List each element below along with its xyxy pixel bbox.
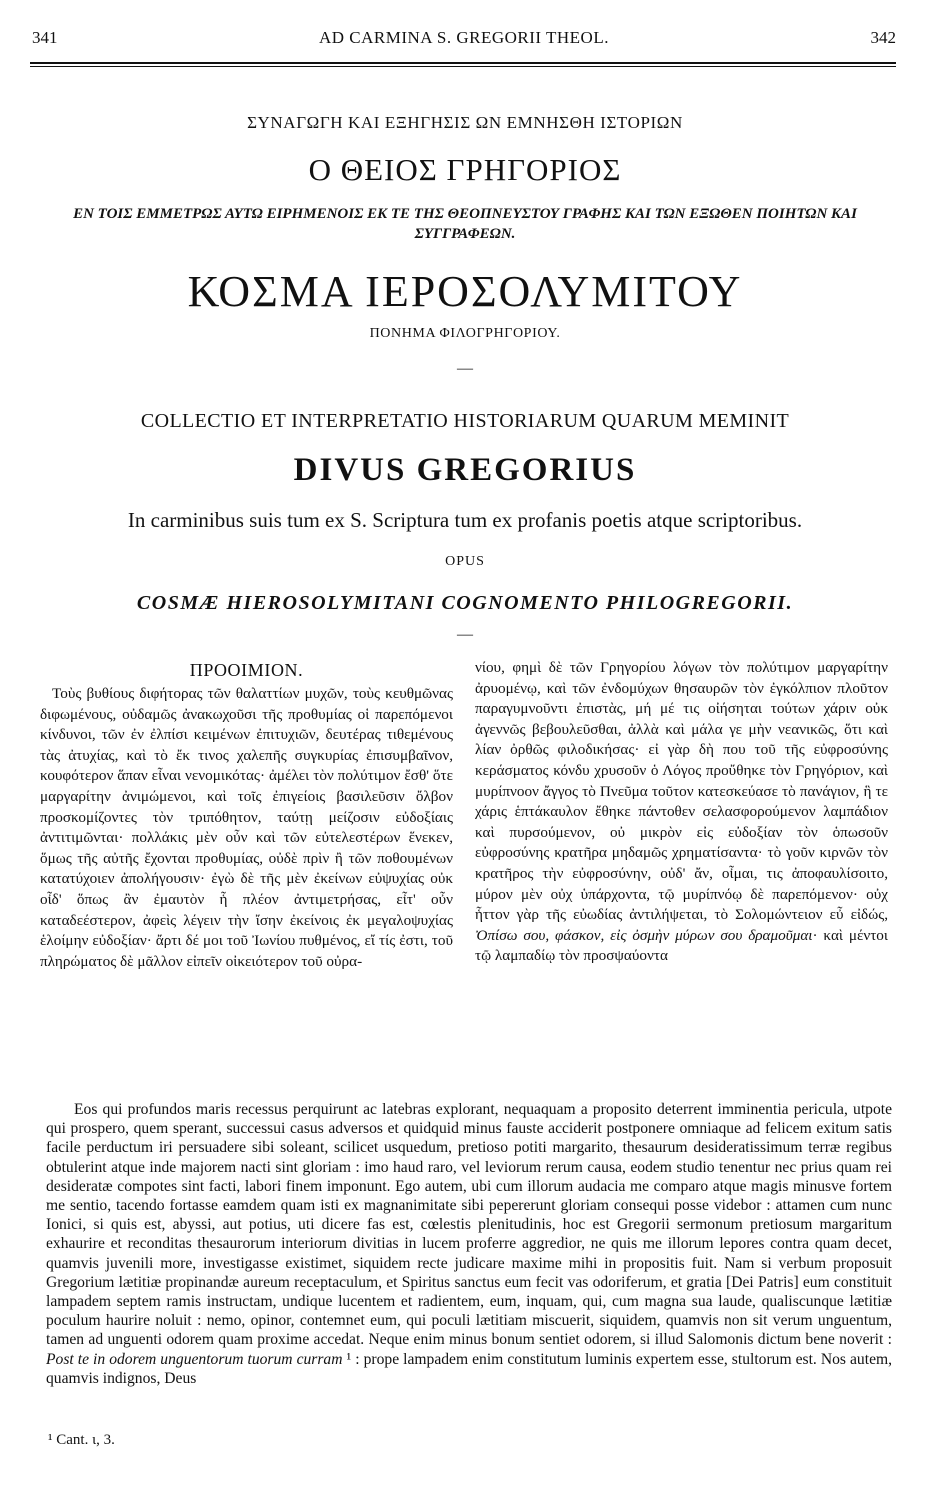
greek-title-line3: ΕΝ ΤΟΙΣ ΕΜΜΕΤΡΩΣ ΑΥΤΩ ΕΙΡΗΜΕΝΟΙΣ ΕΚ ΤΕ ΤΗΣ ΘΕΟΠΝΕΥΣΤΟΥ ΓΡΑΦΗΣ ΚΑΙ ΤΩΝ ΕΞΩΘΕΝ ΠΟΙΗΤΩΝ ΚΑΙ ΣΥΓΓΡΑΦΕΩΝ. — [73, 206, 857, 242]
latin-title-line3: In carminibus suis tum ex S. Scriptura tum ex profanis poetis atque scriptoribus. — [127, 508, 803, 532]
running-title: AD CARMINA S. GREGORII THEOL. — [319, 28, 609, 47]
greek-column-left — [40, 658, 453, 972]
greek-scripture-quote: Ὀπίσω σου, φάσκον, εἰς ὀσμὴν μύρων σου δραμοῦμαι — [475, 926, 813, 944]
latin-title-line2: DIVUS GREGORIUS — [293, 452, 637, 488]
latin-author: COSMÆ HIEROSOLYMITANI COGNOMENTO PHILOGREGORII. — [136, 592, 794, 614]
running-head — [32, 28, 896, 56]
latin-scripture-quote: Post te in odorem unguentorum tuorum curram — [46, 1350, 343, 1368]
greek-title-line1: ΣΥΝΑΓΩΓΗ ΚΑΙ ΕΞΗΓΗΣΙΣ ΩΝ ΕΜΝΗΣΘΗ ΙΣΤΟΡΙΩΝ — [247, 113, 683, 132]
latin-text-main: Eos qui profundos maris recessus perquirunt ac latebras explorant, nequaquam a proposito deterrent imminentia pericula, utpote qui prospero, quem sperant, successui casus adversos et quidquid minus fauste acciderit postponere omniaque ad felicem exitum satis facile perductum iri persuadere sibi soleant, scilicet usquedum, pretioso potiti margarito, thesaurum desideratissimum terræ regibus obtulerint atque inde majorem nacti sint gloriam : imo haud raro, vel leviorum rerum causa, eodem studio tenentur nec prius quam rei desideratæ compotes sint facti, labori finem imponunt. Ego autem, ubi cum illorum audacia me comparo atque magis minusve fortem me sentio, tacendo fortasse eamdem quam isti ex magnanimitate sibi pepererunt gloriam consequi posse videbor : attamen cum nunc Ionici, si quis est, abyssi, aut potius, uti dicere fas est, cœlestis plenitudinis, hoc est Gregorii sermonum pretiosum margaritum exhaurire et reconditas thesaurorum interiorum divitias in lucem proferre aggredior, ne quis me illorum lepores contra quam decet, quamvis juvenili more, investigasse existimet, siquidem recte judicare maxime mihi in propositis fuit. Nam si verbum proposuit Gregorium lætitiæ propinandæ aureum receptaculum, et Spiritus sanctus eum fecit vas odoriferum, et gratia [Dei Patris] eum constituit lampadem septem ramis instructam, undique lucentem et radientem, eum, inquam, qui, cum magna sua laude, qualiscunque lætitiæ poculum haurire noluit : nemo, opinor, contemnet eum, qui poculi lætitiam miscuerit, siquidem, quamvis non sit verum unguentum, tamen ad unguenti odorem quam proxime accedat. Neque enim minus bonum sentiet odorem, si illud Salomonis dictum bene noverit : — [46, 1101, 892, 1349]
page-number-left: 341 — [32, 28, 58, 47]
separator-dash-2: — — [457, 626, 473, 643]
greek-author: ΚΟΣΜΑ ΙΕΡΟΣΟΛΥΜΙΤΟΥ — [187, 267, 743, 316]
latin-title-line1: COLLECTIO ET INTERPRETATIO HISTORIARUM QUARUM MEMINIT — [140, 410, 790, 432]
greek-title-line2: Ο ΘΕΙΟΣ ΓΡΗΓΟΡΙΟΣ — [308, 152, 622, 187]
footnote-reference: ¹ — [342, 1350, 352, 1368]
header-rule-thin — [30, 66, 896, 67]
greek-subtitle: ΠΟΝΗΜΑ ΦΙΛΟΓΡΗΓΟΡΙΟΥ. — [369, 326, 561, 341]
greek-text-before-quote: νίου, φημὶ δὲ τῶν Γρηγορίου λόγων τὸν πολύτιμον μαργαρίτην ἀρυομένῳ, καὶ τῶν ἐνδομύχων θησαυρῶν τὸν ἐγκόλπιον πλοῦτον παραγυμνοῦντι ἐπιστὰς, μή μέ τις οἰήσηται τούτων χάριν οὐκ ἀγεννῶς βεβουλεῦσθαι, ἀλλὰ καὶ μάλα γε μὴν νεανικῶς, ὅτι καὶ λίαν ὀρθῶς φιλοδικήσας· εἰ γὰρ δὴ που τοῦ τῆς εὐφροσύνης κεράσματος κόνδυ χρυσοῦν ὁ Λόγος προὔθηκε τὸν Γρηγόριον, καὶ μυρίπνοον ἄγγος τὸ Πνεῦμα τοῦτον κατεσκεύασε τὸ πανάγιον, ἣ τε χάρις ἑπτάκαυλον ἔθηκε πάντοθεν σελασφορούμενον λαμπάδιον καὶ πυρσούμενον, οὐ μικρὸν εἰς εὐδοξίαν τὸν ὁπωσοῦν εὐφροσύνης κρατῆρα μηδαμῶς χρηματίσαντα· τὸ γοῦν κιρνῶν τὸν κρατῆρος τὴν εὐφροσύνην, οὐδ' ἄν, οἶμαι, τις ἀποφαυλίσοιτο, μύρον μὲν οὐχ ὑπάρχοντα, τῷ μυρίπνόῳ δὲ παρεπόμενον· οὐχ ἧττον γὰρ τῆς εὐωδίας ἀντιλήψεται, τὸ Σολομώντειον εὖ εἰδώς, — [475, 659, 888, 924]
latin-translation — [46, 1100, 892, 1388]
greek-paragraph-left: Τοὺς βυθίους διφήτορας τῶν θαλαττίων μυχῶν, τοὺς κευθμῶνας διφωμένους, οὐδαμῶς ἀνακωχοῦσι τῆς προθυμίας οἱ παρεπόμενοι κίνδυνοι, τῶν ἐν ἐλπίσι κειμένων ἐπιτυχιῶν, δευτέρας τιθεμένους τὰς ἀτυχίας, καὶ τὸ ἔκ τινος χαλεπῆς συγκυρίας ἐπισυμβαῖνον, κουφότερον ἅπαν εἶναι νενομικότας· ἀμέλει τὸν πολύτιμον ἔσθ' ὅτε μαργαρίτην ἀνιμώμενοι, καὶ τοῖς ἐπιγείοις βασιλεῦσιν ὄλβον προσκομίζοντες τὸν τριπόθητον, ταύτῃ μείζοσιν εὐδοξίαις ἀντιτιμῶνται· πολλάκις μὲν οὖν καὶ τῶν εὐτελεστέρων ἕνεκεν, ὅμως τῆς αὐτῆς ἔχονται προθυμίας, οὐδὲ πρὶν ἢ τῶν ποθουμένων κατατύχοιεν ἀπολήγουσιν· ἐγὼ δὲ τῆς μὲν ἐκείνων εὐψυχίας οὐκ οἶδ' ὅπως ἂν ἐμαυτὸν ἧ πλέον ἀντιμετρήσας, εἶτ' οὖν καταδεέστερον, ἀφεὶς λέγειν τὴν ἴσην ἐκείνοις ἐκ μεγαλοψυχίας ἑλοίμην εὐδοξίαν· ἄρτι δέ μοι τοῦ Ἰωνίου πυθμένος, εἴ τίς ἐστι, τοῦ πληρώματος δὲ μᾶλλον εἰπεῖν οἰκειότερον τοῦ οὐρα- — [40, 685, 453, 970]
greek-column-right — [475, 658, 888, 967]
prooemium-heading: ΠΡΟΟΙΜΙΟΝ. — [189, 660, 304, 680]
greek-text-after-quote: · καὶ μέντοι τῷ λαμπαδίῳ τὸν προσψαύοντα — [475, 926, 888, 965]
greek-paragraph-right — [475, 658, 888, 967]
footnote: ¹ Cant. ι, 3. — [48, 1432, 115, 1448]
page-number-right: 342 — [870, 28, 896, 47]
separator-dash: — — [457, 360, 473, 377]
latin-paragraph — [46, 1100, 892, 1388]
latin-text-end: : prope lampadem enim constitutum luminis expertem esse, stultorum est. Nos autem, quamvis indignos, Deus — [46, 1350, 893, 1387]
latin-title-opus: OPUS — [445, 554, 485, 569]
header-rule — [30, 62, 896, 64]
